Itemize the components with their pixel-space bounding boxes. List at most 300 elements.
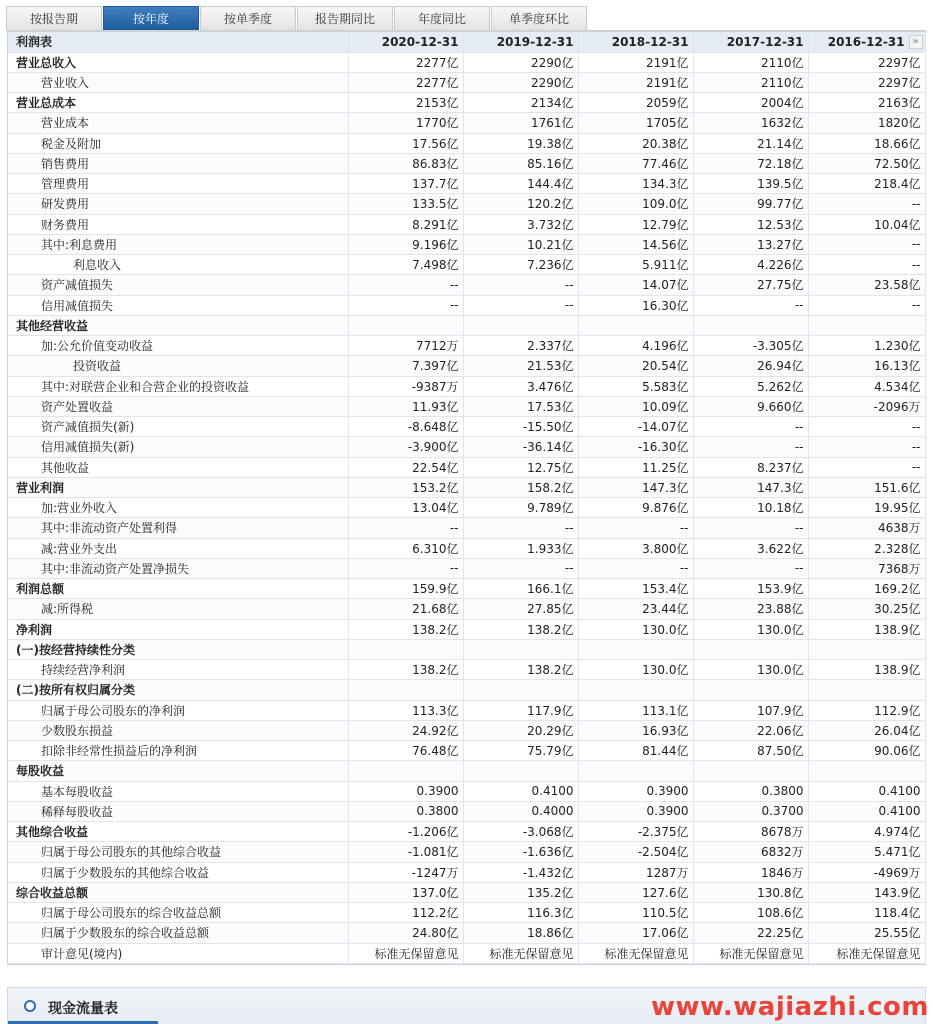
table-row bbox=[8, 275, 925, 295]
row-value: 138.9亿 bbox=[808, 660, 925, 680]
row-value: 2277亿 bbox=[348, 72, 463, 92]
row-value: -- bbox=[693, 295, 808, 315]
row-value: -- bbox=[693, 417, 808, 437]
income-statement-panel bbox=[7, 31, 926, 965]
row-label: 稀释每股收益 bbox=[8, 801, 348, 821]
row-label: 归属于少数股东的综合收益总额 bbox=[8, 923, 348, 943]
row-value: 87.50亿 bbox=[693, 741, 808, 761]
row-value: 2191亿 bbox=[578, 52, 693, 72]
row-value: 4.196亿 bbox=[578, 336, 693, 356]
row-label: 资产减值损失(新) bbox=[8, 417, 348, 437]
row-label: 其中:非流动资产处置净损失 bbox=[8, 558, 348, 578]
table-row bbox=[8, 619, 925, 639]
row-value: 77.46亿 bbox=[578, 153, 693, 173]
row-value: -- bbox=[693, 558, 808, 578]
row-value bbox=[808, 761, 925, 781]
row-value: 85.16亿 bbox=[463, 153, 578, 173]
row-value: 130.0亿 bbox=[693, 619, 808, 639]
table-row bbox=[8, 315, 925, 335]
row-label: 持续经营净利润 bbox=[8, 660, 348, 680]
row-value: 72.18亿 bbox=[693, 153, 808, 173]
row-value: -- bbox=[463, 558, 578, 578]
table-row bbox=[8, 680, 925, 700]
row-value: 4638万 bbox=[808, 518, 925, 538]
row-value: 138.2亿 bbox=[348, 660, 463, 680]
row-value: 30.25亿 bbox=[808, 599, 925, 619]
row-value bbox=[808, 680, 925, 700]
row-value: 0.3900 bbox=[578, 801, 693, 821]
row-value: 3.800亿 bbox=[578, 538, 693, 558]
tab-4[interactable]: 年度同比 bbox=[394, 6, 490, 30]
row-value bbox=[693, 761, 808, 781]
table-row bbox=[8, 72, 925, 92]
row-label: 其他收益 bbox=[8, 457, 348, 477]
table-header-row bbox=[8, 32, 925, 52]
row-value: 5.911亿 bbox=[578, 255, 693, 275]
row-value bbox=[578, 761, 693, 781]
row-value: 112.9亿 bbox=[808, 700, 925, 720]
row-value bbox=[578, 315, 693, 335]
row-label: 资产减值损失 bbox=[8, 275, 348, 295]
row-value: 17.53亿 bbox=[463, 396, 578, 416]
row-label: 归属于母公司股东的综合收益总额 bbox=[8, 903, 348, 923]
row-value bbox=[693, 315, 808, 335]
row-value: -- bbox=[808, 437, 925, 457]
row-value: 133.5亿 bbox=[348, 194, 463, 214]
row-value: 169.2亿 bbox=[808, 579, 925, 599]
row-value: 138.2亿 bbox=[463, 619, 578, 639]
row-value: 75.79亿 bbox=[463, 741, 578, 761]
row-value: 113.3亿 bbox=[348, 700, 463, 720]
row-value: -16.30亿 bbox=[578, 437, 693, 457]
table-row bbox=[8, 194, 925, 214]
row-label: 其他综合收益 bbox=[8, 822, 348, 842]
tab-3[interactable]: 报告期同比 bbox=[297, 6, 393, 30]
row-value: 16.30亿 bbox=[578, 295, 693, 315]
table-row bbox=[8, 518, 925, 538]
row-label: 每股收益 bbox=[8, 761, 348, 781]
row-value: 81.44亿 bbox=[578, 741, 693, 761]
circle-bullet-icon bbox=[24, 1000, 36, 1012]
table-row bbox=[8, 923, 925, 943]
table-row bbox=[8, 214, 925, 234]
row-value: -- bbox=[808, 417, 925, 437]
table-row bbox=[8, 174, 925, 194]
row-value: 17.06亿 bbox=[578, 923, 693, 943]
table-row bbox=[8, 882, 925, 902]
table-row bbox=[8, 660, 925, 680]
column-date: 2016-12-31 bbox=[827, 34, 905, 49]
row-label: 净利润 bbox=[8, 619, 348, 639]
row-value: 10.18亿 bbox=[693, 498, 808, 518]
table-row bbox=[8, 801, 925, 821]
table-row bbox=[8, 356, 925, 376]
row-value: 109.0亿 bbox=[578, 194, 693, 214]
row-value: 138.2亿 bbox=[463, 660, 578, 680]
row-value: -15.50亿 bbox=[463, 417, 578, 437]
row-value: 11.25亿 bbox=[578, 457, 693, 477]
table-row bbox=[8, 498, 925, 518]
row-value: 24.80亿 bbox=[348, 923, 463, 943]
row-value: 20.38亿 bbox=[578, 133, 693, 153]
row-value: 0.3700 bbox=[693, 801, 808, 821]
row-value: 19.38亿 bbox=[463, 133, 578, 153]
row-value: -3.068亿 bbox=[463, 822, 578, 842]
row-value: 16.93亿 bbox=[578, 720, 693, 740]
row-value: -36.14亿 bbox=[463, 437, 578, 457]
table-row bbox=[8, 842, 925, 862]
table-row bbox=[8, 599, 925, 619]
row-label: 信用减值损失 bbox=[8, 295, 348, 315]
row-value: 0.4000 bbox=[463, 801, 578, 821]
row-value bbox=[463, 315, 578, 335]
row-value: 99.77亿 bbox=[693, 194, 808, 214]
row-value: 2290亿 bbox=[463, 72, 578, 92]
row-value: -- bbox=[348, 518, 463, 538]
row-value: 138.9亿 bbox=[808, 619, 925, 639]
row-label: 营业成本 bbox=[8, 113, 348, 133]
row-value: 22.25亿 bbox=[693, 923, 808, 943]
row-value: 90.06亿 bbox=[808, 741, 925, 761]
row-value: 标准无保留意见 bbox=[578, 943, 693, 963]
row-value: 2.337亿 bbox=[463, 336, 578, 356]
row-value: 158.2亿 bbox=[463, 477, 578, 497]
row-value: -- bbox=[348, 295, 463, 315]
row-value: 2004亿 bbox=[693, 93, 808, 113]
row-value: 7.498亿 bbox=[348, 255, 463, 275]
row-value: 153.4亿 bbox=[578, 579, 693, 599]
table-row bbox=[8, 457, 925, 477]
row-label: 税金及附加 bbox=[8, 133, 348, 153]
table-row bbox=[8, 52, 925, 72]
row-label: 少数股东损益 bbox=[8, 720, 348, 740]
row-value: 159.9亿 bbox=[348, 579, 463, 599]
table-row bbox=[8, 862, 925, 882]
table-row bbox=[8, 255, 925, 275]
row-value: 12.75亿 bbox=[463, 457, 578, 477]
row-value: 143.9亿 bbox=[808, 882, 925, 902]
tab-1[interactable]: 按年度 bbox=[103, 6, 199, 30]
row-value: -- bbox=[808, 457, 925, 477]
row-value bbox=[693, 680, 808, 700]
row-value: -- bbox=[808, 194, 925, 214]
row-value: -1247万 bbox=[348, 862, 463, 882]
row-value: 3.476亿 bbox=[463, 376, 578, 396]
row-label: 减:营业外支出 bbox=[8, 538, 348, 558]
row-value: 7368万 bbox=[808, 558, 925, 578]
column-header bbox=[808, 32, 925, 52]
row-value: 8.237亿 bbox=[693, 457, 808, 477]
row-value: 7.397亿 bbox=[348, 356, 463, 376]
row-value: 标准无保留意见 bbox=[463, 943, 578, 963]
row-value: -2.504亿 bbox=[578, 842, 693, 862]
row-value: 2297亿 bbox=[808, 52, 925, 72]
row-value: 86.83亿 bbox=[348, 153, 463, 173]
row-value: -8.648亿 bbox=[348, 417, 463, 437]
row-value: 130.0亿 bbox=[693, 660, 808, 680]
row-value: -1.432亿 bbox=[463, 862, 578, 882]
row-value: 116.3亿 bbox=[463, 903, 578, 923]
row-value: -- bbox=[348, 558, 463, 578]
row-value: 9.196亿 bbox=[348, 234, 463, 254]
row-value: 2191亿 bbox=[578, 72, 693, 92]
row-value: 21.53亿 bbox=[463, 356, 578, 376]
row-value: 0.3800 bbox=[693, 781, 808, 801]
row-value: 25.55亿 bbox=[808, 923, 925, 943]
row-label: 利息收入 bbox=[8, 255, 348, 275]
row-value: 22.54亿 bbox=[348, 457, 463, 477]
row-value: 153.9亿 bbox=[693, 579, 808, 599]
row-value: -3.305亿 bbox=[693, 336, 808, 356]
row-value bbox=[348, 761, 463, 781]
row-value: 3.732亿 bbox=[463, 214, 578, 234]
table-row bbox=[8, 538, 925, 558]
row-label: 审计意见(境内) bbox=[8, 943, 348, 963]
row-label: 其中:对联营企业和合营企业的投资收益 bbox=[8, 376, 348, 396]
row-value: 21.68亿 bbox=[348, 599, 463, 619]
row-label: 基本每股收益 bbox=[8, 781, 348, 801]
row-label: 综合收益总额 bbox=[8, 882, 348, 902]
column-header: 2019-12-31 bbox=[463, 32, 578, 52]
table-row bbox=[8, 437, 925, 457]
row-value: 9.876亿 bbox=[578, 498, 693, 518]
table-row bbox=[8, 336, 925, 356]
row-label: 管理费用 bbox=[8, 174, 348, 194]
row-value: 1287万 bbox=[578, 862, 693, 882]
tab-2[interactable]: 按单季度 bbox=[200, 6, 296, 30]
row-label: 加:公允价值变动收益 bbox=[8, 336, 348, 356]
row-value: 26.04亿 bbox=[808, 720, 925, 740]
table-row bbox=[8, 903, 925, 923]
row-value: 14.07亿 bbox=[578, 275, 693, 295]
row-label: 营业总收入 bbox=[8, 52, 348, 72]
row-value: 147.3亿 bbox=[578, 477, 693, 497]
row-value: 4.534亿 bbox=[808, 376, 925, 396]
row-value bbox=[463, 680, 578, 700]
row-value: 5.583亿 bbox=[578, 376, 693, 396]
row-value: 19.95亿 bbox=[808, 498, 925, 518]
row-value: 17.56亿 bbox=[348, 133, 463, 153]
row-value: 10.04亿 bbox=[808, 214, 925, 234]
row-value: 18.66亿 bbox=[808, 133, 925, 153]
row-value: 27.75亿 bbox=[693, 275, 808, 295]
row-value: -- bbox=[463, 518, 578, 538]
row-value: 1.933亿 bbox=[463, 538, 578, 558]
row-value: 110.5亿 bbox=[578, 903, 693, 923]
row-value: 0.4100 bbox=[808, 801, 925, 821]
row-value: -- bbox=[463, 275, 578, 295]
row-value: 130.0亿 bbox=[578, 619, 693, 639]
row-value: 166.1亿 bbox=[463, 579, 578, 599]
income-statement-table bbox=[8, 32, 926, 964]
row-value: -14.07亿 bbox=[578, 417, 693, 437]
row-value: 23.44亿 bbox=[578, 599, 693, 619]
row-value: 20.29亿 bbox=[463, 720, 578, 740]
row-value: 0.4100 bbox=[463, 781, 578, 801]
double-chevron-right-icon[interactable]: » bbox=[909, 35, 923, 49]
row-label: 加:营业外收入 bbox=[8, 498, 348, 518]
row-value bbox=[808, 315, 925, 335]
row-value bbox=[348, 639, 463, 659]
row-value: 4.226亿 bbox=[693, 255, 808, 275]
row-value: -2.375亿 bbox=[578, 822, 693, 842]
row-value: -- bbox=[693, 437, 808, 457]
row-value: 16.13亿 bbox=[808, 356, 925, 376]
row-value: 2134亿 bbox=[463, 93, 578, 113]
row-value: 76.48亿 bbox=[348, 741, 463, 761]
table-row bbox=[8, 781, 925, 801]
row-value: 2290亿 bbox=[463, 52, 578, 72]
row-value: 138.2亿 bbox=[348, 619, 463, 639]
row-value: 7712万 bbox=[348, 336, 463, 356]
row-value: 120.2亿 bbox=[463, 194, 578, 214]
table-row bbox=[8, 639, 925, 659]
row-value: 21.14亿 bbox=[693, 133, 808, 153]
row-label: 扣除非经常性损益后的净利润 bbox=[8, 741, 348, 761]
row-value: 117.9亿 bbox=[463, 700, 578, 720]
row-value bbox=[578, 680, 693, 700]
row-value: 10.09亿 bbox=[578, 396, 693, 416]
row-value: 标准无保留意见 bbox=[348, 943, 463, 963]
row-value: -4969万 bbox=[808, 862, 925, 882]
table-row bbox=[8, 376, 925, 396]
row-value bbox=[348, 315, 463, 335]
row-value: 标准无保留意见 bbox=[693, 943, 808, 963]
row-value: 0.4100 bbox=[808, 781, 925, 801]
row-value: 113.1亿 bbox=[578, 700, 693, 720]
row-label: 营业收入 bbox=[8, 72, 348, 92]
table-row bbox=[8, 822, 925, 842]
table-row bbox=[8, 720, 925, 740]
row-value: 26.94亿 bbox=[693, 356, 808, 376]
row-value: 8.291亿 bbox=[348, 214, 463, 234]
row-value: 2153亿 bbox=[348, 93, 463, 113]
row-value: 218.4亿 bbox=[808, 174, 925, 194]
row-value: 6832万 bbox=[693, 842, 808, 862]
row-value bbox=[463, 639, 578, 659]
row-value: 1705亿 bbox=[578, 113, 693, 133]
row-value: 137.0亿 bbox=[348, 882, 463, 902]
column-header: 2020-12-31 bbox=[348, 32, 463, 52]
table-row bbox=[8, 477, 925, 497]
row-value bbox=[693, 639, 808, 659]
row-value: -1.206亿 bbox=[348, 822, 463, 842]
row-value: 2297亿 bbox=[808, 72, 925, 92]
table-row bbox=[8, 93, 925, 113]
row-label: 研发费用 bbox=[8, 194, 348, 214]
row-value: 2059亿 bbox=[578, 93, 693, 113]
table-row bbox=[8, 396, 925, 416]
row-value: 5.471亿 bbox=[808, 842, 925, 862]
row-value: 23.58亿 bbox=[808, 275, 925, 295]
table-row bbox=[8, 579, 925, 599]
row-value: 1846万 bbox=[693, 862, 808, 882]
row-value: 1632亿 bbox=[693, 113, 808, 133]
row-value: 1820亿 bbox=[808, 113, 925, 133]
row-value: 2163亿 bbox=[808, 93, 925, 113]
row-value: 0.3900 bbox=[578, 781, 693, 801]
row-value: 72.50亿 bbox=[808, 153, 925, 173]
row-value: 130.0亿 bbox=[578, 660, 693, 680]
table-body bbox=[8, 52, 925, 963]
row-label: 资产处置收益 bbox=[8, 396, 348, 416]
row-value: 134.3亿 bbox=[578, 174, 693, 194]
row-value: 2.328亿 bbox=[808, 538, 925, 558]
row-value: 6.310亿 bbox=[348, 538, 463, 558]
row-value: 11.93亿 bbox=[348, 396, 463, 416]
row-value: 12.79亿 bbox=[578, 214, 693, 234]
row-value: 0.3800 bbox=[348, 801, 463, 821]
row-value: 118.4亿 bbox=[808, 903, 925, 923]
table-row bbox=[8, 761, 925, 781]
row-label: 减:所得税 bbox=[8, 599, 348, 619]
table-row bbox=[8, 113, 925, 133]
row-label: 归属于少数股东的其他综合收益 bbox=[8, 862, 348, 882]
row-value: 107.9亿 bbox=[693, 700, 808, 720]
row-value: 3.622亿 bbox=[693, 538, 808, 558]
table-row bbox=[8, 295, 925, 315]
tab-0[interactable]: 按报告期 bbox=[6, 6, 102, 30]
row-value: 2110亿 bbox=[693, 52, 808, 72]
row-value: 1.230亿 bbox=[808, 336, 925, 356]
row-value: 137.7亿 bbox=[348, 174, 463, 194]
cashflow-section-title: 现金流量表 bbox=[48, 1001, 118, 1017]
row-value bbox=[578, 639, 693, 659]
table-row bbox=[8, 133, 925, 153]
table-row bbox=[8, 943, 925, 963]
row-label: 财务费用 bbox=[8, 214, 348, 234]
table-row bbox=[8, 234, 925, 254]
row-value: 20.54亿 bbox=[578, 356, 693, 376]
row-value: 9.789亿 bbox=[463, 498, 578, 518]
row-value: 2110亿 bbox=[693, 72, 808, 92]
row-value: 22.06亿 bbox=[693, 720, 808, 740]
row-value: -- bbox=[693, 518, 808, 538]
header-label: 利润表 bbox=[8, 32, 348, 52]
row-value: -- bbox=[578, 518, 693, 538]
tab-5[interactable]: 单季度环比 bbox=[491, 6, 587, 30]
row-label: 其中:利息费用 bbox=[8, 234, 348, 254]
row-value: 2277亿 bbox=[348, 52, 463, 72]
table-row bbox=[8, 558, 925, 578]
row-value: 18.86亿 bbox=[463, 923, 578, 943]
table-row bbox=[8, 153, 925, 173]
row-value: -- bbox=[808, 234, 925, 254]
watermark-text: www.wajiazhi.com bbox=[650, 992, 929, 1022]
row-value: 12.53亿 bbox=[693, 214, 808, 234]
row-value: 151.6亿 bbox=[808, 477, 925, 497]
column-header: 2017-12-31 bbox=[693, 32, 808, 52]
row-value: 135.2亿 bbox=[463, 882, 578, 902]
row-value: -- bbox=[808, 255, 925, 275]
row-value: 1761亿 bbox=[463, 113, 578, 133]
row-value: -2096万 bbox=[808, 396, 925, 416]
row-value: 27.85亿 bbox=[463, 599, 578, 619]
row-label: (一)按经营持续性分类 bbox=[8, 639, 348, 659]
row-value: -- bbox=[463, 295, 578, 315]
row-value: -9387万 bbox=[348, 376, 463, 396]
row-value: 13.04亿 bbox=[348, 498, 463, 518]
row-value: 13.27亿 bbox=[693, 234, 808, 254]
table-row bbox=[8, 417, 925, 437]
row-value: 标准无保留意见 bbox=[808, 943, 925, 963]
row-label: 利润总额 bbox=[8, 579, 348, 599]
row-value bbox=[348, 680, 463, 700]
row-value: 14.56亿 bbox=[578, 234, 693, 254]
row-value: 0.3900 bbox=[348, 781, 463, 801]
row-value: 9.660亿 bbox=[693, 396, 808, 416]
row-value: 130.8亿 bbox=[693, 882, 808, 902]
